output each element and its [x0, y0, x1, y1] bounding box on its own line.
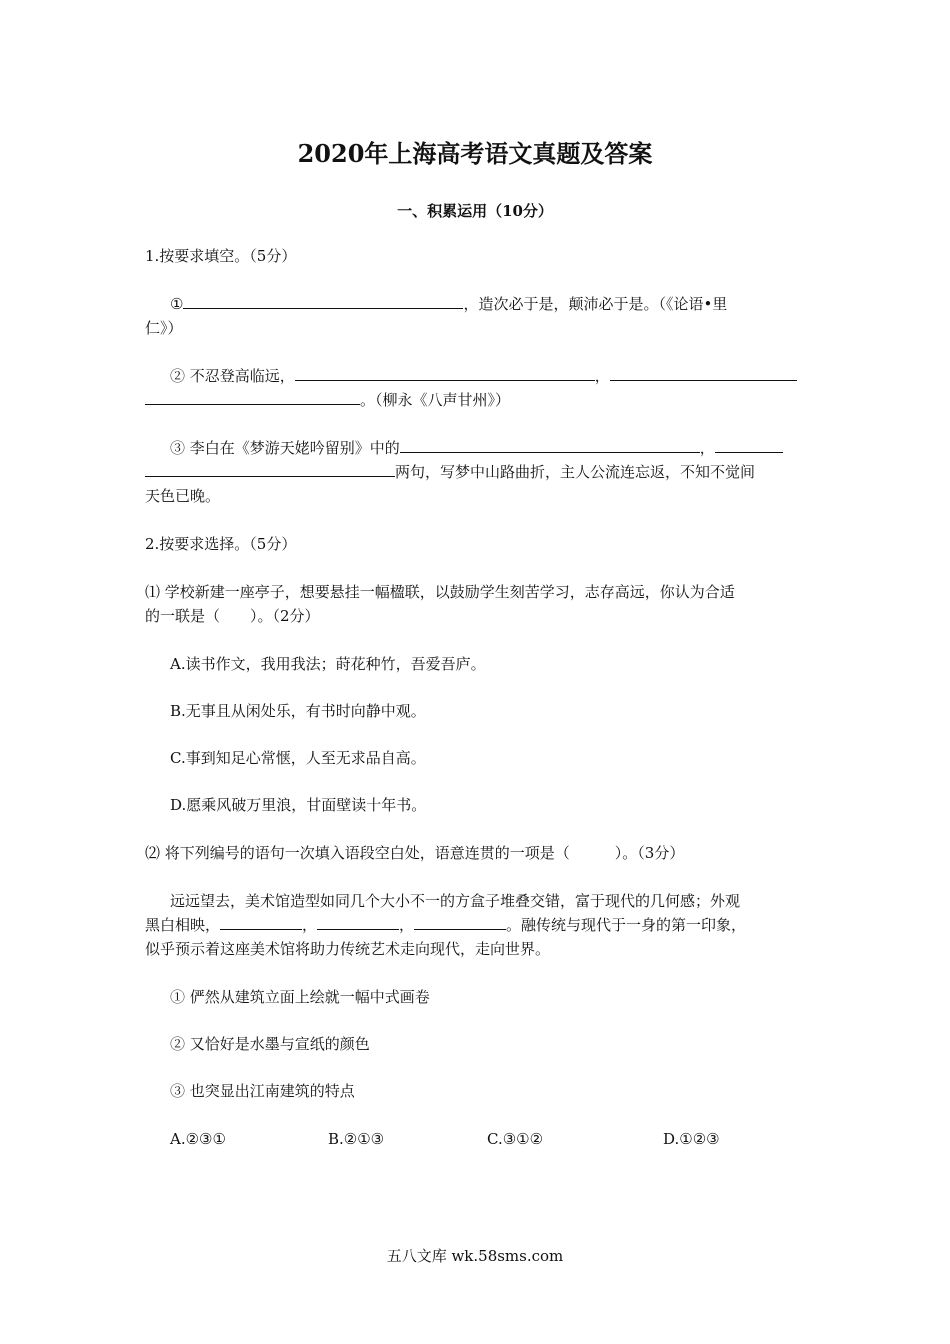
answer-blank[interactable]: [145, 460, 395, 477]
document-title: 2020年上海高考语文真题及答案: [297, 139, 653, 168]
item-2-suffix: 。（柳永《八声甘州》）: [360, 391, 511, 409]
sentence-2: ② 又恰好是水墨与宣纸的颜色: [170, 1035, 370, 1053]
question-1-item-1: [145, 292, 810, 316]
question-2-heading: 2.按要求选择。（5分）: [145, 535, 297, 553]
item-2-comma: ，: [594, 367, 610, 385]
question-1-item-2: [145, 364, 810, 388]
answer-blank[interactable]: [220, 913, 302, 930]
choice-d[interactable]: D.①②③: [663, 1130, 720, 1148]
question-1-item-2-cont: [145, 388, 810, 412]
question-1-item-3: [145, 436, 810, 460]
sentence-3: ③ 也突显出江南建筑的特点: [170, 1082, 355, 1100]
choice-a[interactable]: A.②③①: [170, 1130, 226, 1148]
answer-blank[interactable]: [295, 364, 595, 381]
passage-text: 黑白相映，: [145, 916, 221, 934]
question-1-heading: 1.按要求填空。（5分）: [145, 247, 297, 265]
question-2-sub-1-line-2: 的一联是（ ）。（2分）: [145, 607, 320, 625]
item-3-prefix: ③ 李白在《梦游天姥吟留别》中的: [170, 439, 400, 457]
choice-c[interactable]: C.③①②: [487, 1130, 544, 1148]
option-c[interactable]: C.事到知足心常惬，人至无求品自高。: [170, 749, 426, 767]
passage-line-3: 似乎预示着这座美术馆将助力传统艺术走向现代，走向世界。: [145, 940, 551, 958]
answer-blank[interactable]: [317, 913, 399, 930]
passage-line-1: 远远望去，美术馆造型如同几个大小不一的方盒子堆叠交错，富于现代的几何感；外观: [170, 892, 741, 910]
item-3-suffix: 两句，写梦中山路曲折，主人公流连忘返，不知不觉间: [395, 463, 756, 481]
answer-blank[interactable]: [610, 364, 797, 381]
section-heading: 一、积累运用（10分）: [397, 202, 553, 220]
item-2-prefix: ② 不忍登高临远，: [170, 367, 295, 385]
question-1-item-3-end: 天色已晚。: [145, 487, 221, 505]
page-footer: 五八文库 wk.58sms.com: [386, 1247, 564, 1265]
sentence-1: ① 俨然从建筑立面上绘就一幅中式画卷: [170, 988, 430, 1006]
passage-text: 。融传统与现代于一身的第一印象，: [506, 916, 747, 934]
passage-line-2: [145, 913, 810, 937]
choice-b[interactable]: B.②①③: [328, 1130, 385, 1148]
item-1-suffix: ，造次必于是，颠沛必于是。（《论语•里: [463, 295, 728, 313]
question-2-sub-2: ⑵ 将下列编号的语句一次填入语段空白处，语意连贯的一项是（ ）。（3分）: [145, 844, 685, 862]
question-1-item-1-cont: 仁》）: [145, 319, 183, 337]
question-2-sub-1-line-1: ⑴ 学校新建一座亭子，想要悬挂一幅楹联，以鼓励学生刻苦学习，志存高远，你认为合适: [145, 583, 735, 601]
option-a[interactable]: A.读书作文，我用我法；莳花种竹，吾爱吾庐。: [170, 655, 486, 673]
question-1-item-3-cont: [145, 460, 810, 484]
passage-comma: ，: [399, 916, 415, 934]
answer-blank[interactable]: [400, 436, 700, 453]
item-3-comma: ，: [699, 439, 715, 457]
answer-blank[interactable]: [715, 436, 783, 453]
item-1-prefix: ①: [170, 295, 184, 313]
option-d[interactable]: D.愿乘风破万里浪，甘面壁读十年书。: [170, 796, 427, 814]
option-b[interactable]: B.无事且从闲处乐，有书时向静中观。: [170, 702, 426, 720]
passage-comma: ，: [302, 916, 318, 934]
answer-blank[interactable]: [183, 292, 463, 309]
answer-blank[interactable]: [414, 913, 506, 930]
answer-blank[interactable]: [145, 388, 360, 405]
